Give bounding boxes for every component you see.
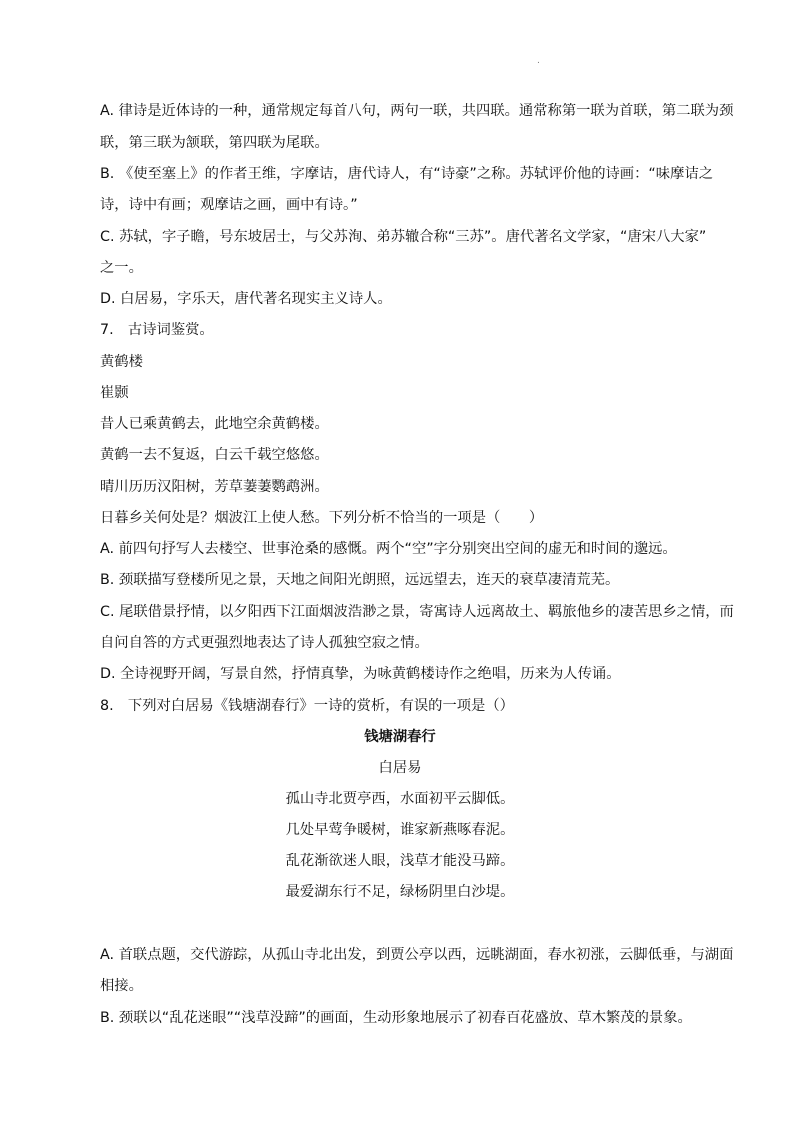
q8-option-a-line1: A. 首联点题，交代游踪，从孤山寺北出发，到贾公亭以西，远眺湖面，春水初涨，云脚低垂，与湖面 — [100, 947, 734, 963]
q7-poem-line: 昔人已乘黄鹤去，此地空余黄鹤楼。 — [100, 416, 329, 432]
q6-option-d: D. 白居易，字乐天，唐代著名现实主义诗人。 — [100, 291, 392, 307]
q8-poem-title: 钱塘湖春行 — [364, 729, 436, 745]
q8-option-b: B. 颈联以“乱花迷眼”“浅草没蹄”的画面，生动形象地展示了初春百花盛放、草木繁茂的景象。 — [100, 1010, 692, 1026]
q7-poem-line: 晴川历历汉阳树，芳草萋萋鹦鹉洲。 — [100, 479, 329, 495]
q7-option-c-line1: C. 尾联借景抒情，以夕阳西下江面烟波浩渺之景，寄寓诗人远离故土、羁旅他乡的凄苦思乡之情，而 — [100, 604, 734, 620]
q7-poem-line: 黄鹤一去不复返，白云千载空悠悠。 — [100, 447, 329, 463]
q7-option-a: A. 前四句抒写人去楼空、世事沧桑的感慨。两个“空”字分别突出空间的虚无和时间的邈远。 — [100, 541, 677, 557]
q8-poem-line: 孤山寺北贾亭西，水面初平云脚低。 — [285, 791, 515, 807]
q8-poem-line: 最爱湖东行不足，绿杨阴里白沙堤。 — [285, 884, 515, 900]
q7-option-d: D. 全诗视野开阔，写景自然，抒情真挚，为咏黄鹤楼诗作之绝唱，历来为人传诵。 — [100, 666, 621, 682]
q8-option-a-line2: 相接。 — [100, 978, 143, 994]
q6-option-b-line1: B. 《使至塞上》的作者王维，字摩诘，唐代诗人，有“诗豪”之称。苏轼评价他的诗画：“味摩诘之 — [100, 166, 713, 182]
q6-option-c-line1: C. 苏轼，字子瞻，号东坡居士，与父苏洵、弟苏辙合称“三苏”。唐代著名文学家，“唐宋八大家” — [100, 229, 707, 245]
q8-heading: 8. 下列对白居易《钱塘湖春行》一诗的赏析，有误的一项是（） — [100, 698, 514, 714]
q7-option-c-line2: 自问自答的方式更强烈地表达了诗人孤独空寂之情。 — [100, 635, 429, 651]
q7-heading: 7. 古诗词鉴赏。 — [100, 322, 214, 338]
q8-poem-line: 乱花渐欲迷人眼，浅草才能没马蹄。 — [285, 853, 515, 869]
q6-option-a-line2: 联，第三联为颔联，第四联为尾联。 — [100, 135, 329, 151]
q8-poem-line: 几处早莺争暖树，谁家新燕啄春泥。 — [285, 822, 515, 838]
q6-option-a-line1: A. 律诗是近体诗的一种，通常规定每首八句，两句一联，共四联。通常称第一联为首联，第二联为颈 — [100, 103, 734, 119]
q6-option-c-line2: 之一。 — [100, 260, 143, 276]
q6-option-b-line2: 诗，诗中有画；观摩诘之画，画中有诗。” — [100, 197, 358, 213]
q7-option-b: B. 颈联描写登楼所见之景，天地之间阳光朗照，远远望去，连天的衰草凄清荒芜。 — [100, 572, 620, 588]
q8-poem-author: 白居易 — [378, 760, 422, 776]
header-mark: . — [537, 56, 540, 66]
q7-poem-line-question: 日暮乡关何处是？烟波江上使人愁。下列分析不恰当的一项是（ ） — [100, 510, 544, 526]
q7-poem-title: 黄鹤楼 — [100, 354, 143, 370]
q7-poem-author: 崔颢 — [100, 385, 129, 401]
